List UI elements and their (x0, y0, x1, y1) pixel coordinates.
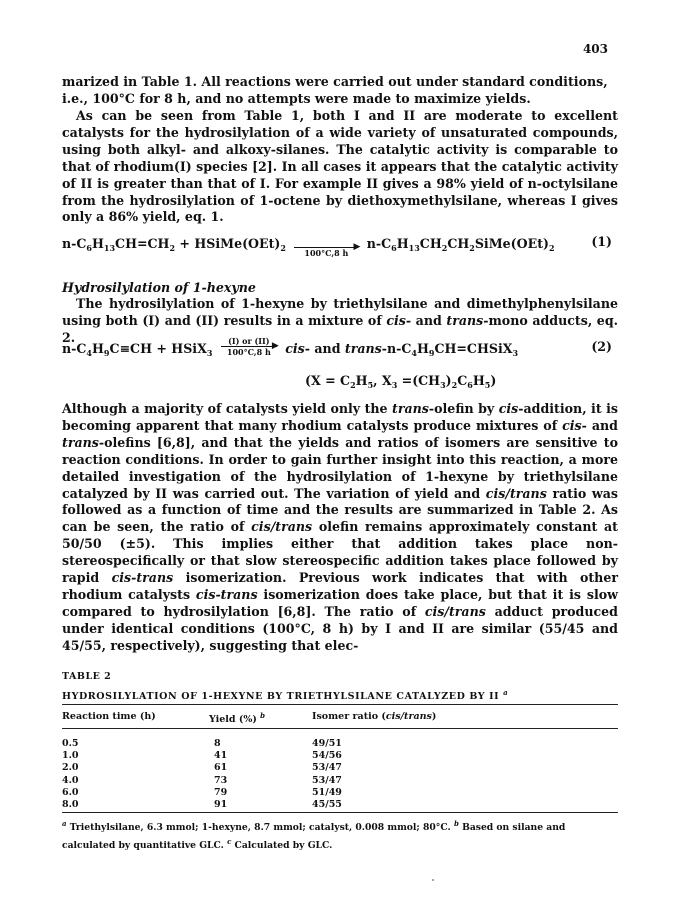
table-row (62, 762, 618, 774)
cell-yield: 41 (214, 750, 228, 762)
eq2-arrow: (I) or (II) ▶ 100°C,8 h (221, 337, 277, 357)
table-top-rule (62, 704, 618, 705)
cell-isomer-ratio: 54/56 (312, 750, 342, 762)
table-row (62, 750, 618, 762)
cell-yield: 91 (214, 798, 228, 810)
paragraph-3: The hydrosilylation of 1-hexyne by triethylsilane and dimethylphenylsilane using both (I) and (II) results in a mixture of cis- and trans-mono adducts, eq. 2. (62, 296, 619, 345)
table-bottom-rule (62, 812, 618, 813)
table-row (62, 775, 618, 787)
scan-speck (432, 879, 434, 881)
cell-reaction-time: 2.0 (62, 762, 79, 774)
table-row (62, 738, 618, 750)
cell-yield: 73 (214, 774, 228, 786)
paragraph-1-line-1: marized in Table 1. All reactions were carried out under standard conditions, (62, 74, 608, 89)
paragraph-1-line-2: i.e., 100°C for 8 h, and no attempts were made to maximize yields. (62, 90, 531, 106)
cell-reaction-time: 1.0 (62, 750, 79, 762)
cell-yield: 79 (214, 786, 228, 798)
cell-yield: 61 (214, 762, 228, 774)
page-number: 403 (582, 42, 608, 56)
eq2-right: cis- and trans-$n-C_4H_9CH=CHSiX_3$ (285, 340, 519, 358)
equation-1 (62, 234, 618, 258)
cell-isomer-ratio: 51/49 (312, 786, 342, 798)
equation-2-conditions: ($X = C_2H_5$, $X_3 =(CH_3)_2C_6H_5$) (305, 373, 497, 390)
cell-yield: 8 (214, 738, 221, 749)
table-row (62, 787, 618, 799)
cell-reaction-time: 8.0 (62, 798, 79, 810)
header-isomer-ratio: Isomer ratio (cis/trans) (312, 711, 437, 722)
header-reaction-time: Reaction time (h) (62, 711, 156, 722)
eq1-left: $n-C_6H_{13}CH=CH_2$ + $HSiMe(OEt)_2$ (62, 235, 286, 253)
eq1-right: $n-C_6H_{13}CH_2CH_2SiMe(OEt)_2$ (366, 235, 555, 253)
table-caption: TABLE 2 (62, 671, 112, 682)
eq2-left: $n-C_4H_9C\equiv CH$ + HSiX$_3$ (62, 340, 213, 358)
paragraph-1 (62, 74, 618, 108)
eq1-number: (1) (591, 234, 612, 249)
table-title-footnote-mark: a (503, 688, 509, 697)
table-title: HYDROSILYLATION OF 1-HEXYNE BY TRIETHYLSILANE CATALYZED BY II $^a$ (62, 688, 509, 703)
eq2-arrow-catalyst: (I) or (II) (228, 336, 270, 346)
table-header-rule (62, 728, 618, 729)
cell-reaction-time: 4.0 (62, 774, 79, 786)
cell-isomer-ratio: 53/47 (312, 762, 342, 774)
cell-reaction-time: 0.5 (62, 738, 79, 749)
eq2-number: (2) (591, 339, 612, 354)
eq1-arrow: ▶ 100°C,8 h (294, 238, 358, 258)
table-body (62, 738, 618, 811)
equation-2 (62, 336, 618, 359)
header-yield: Yield (%) $^b$ (209, 711, 266, 726)
cell-isomer-ratio: 45/55 (312, 798, 342, 810)
cell-isomer-ratio: 49/51 (312, 738, 342, 749)
eq1-arrow-conditions: 100°C,8 h (304, 248, 349, 258)
table-footnote: $^a$ Triethylsilane, 6.3 mmol; 1-hexyne, 8.7 mmol; catalyst, 0.008 mmol; 80°C. $^b$ Based on silane and calculated by quantitative GLC. $^c$ Calculated by GLC. (62, 819, 566, 852)
eq2-arrow-conditions: 100°C,8 h (226, 347, 271, 357)
paragraph-2: As can be seen from Table 1, both I and II are moderate to excellent catalysts for the hydrosilylation of a wide variety of unsaturated compounds, using both alkyl- and alkoxy-silanes. The catalytic activity is comparable to that of rhodium(I) species [2]. In all cases it appears that the catalytic activity of II is greater than that of I. For example II gives a 98% yield of n-octylsilane from the hydrosilylation of 1-octene by diethoxymethylsilane, whereas I gives only a 86% yield, eq. 1. (62, 108, 618, 225)
cell-reaction-time: 6.0 (62, 786, 79, 798)
cell-isomer-ratio: 53/47 (312, 774, 342, 786)
table-row (62, 799, 618, 811)
paragraph-4: Although a majority of catalysts yield only the trans-olefin by cis-addition, it is becoming apparent that many rhodium catalysts produce mixtures of cis- and trans-olefins [6,8], and that the yields and ratios of isomers are sensitive to reaction conditions. In order to gain further insight into this reaction, a more detailed investigation of the hydrosilylation of 1-hexyne by triethylsilane catalyzed by II was carried out. The variation of yield and cis/trans ratio was followed as a function of time and the results are summarized in Table 2. As can be seen, the ratio of cis/trans olefin remains approximately constant at 50/50 (±5). This implies either that addition takes place non-stereospecifically or that slow stereospecific addition takes place followed by rapid cis-trans isomerization. Previous work indicates that with other rhodium catalysts cis-trans isomerization does take place, but that it is slow compared to hydrosilylation [6,8]. The ratio of cis/trans adduct produced under identical conditions (100°C, 8 h) by I and II are similar (55/45 and 45/55, respectively), suggesting that elec- (62, 401, 619, 653)
section-heading: Hydrosilylation of 1-hexyne (62, 280, 256, 295)
